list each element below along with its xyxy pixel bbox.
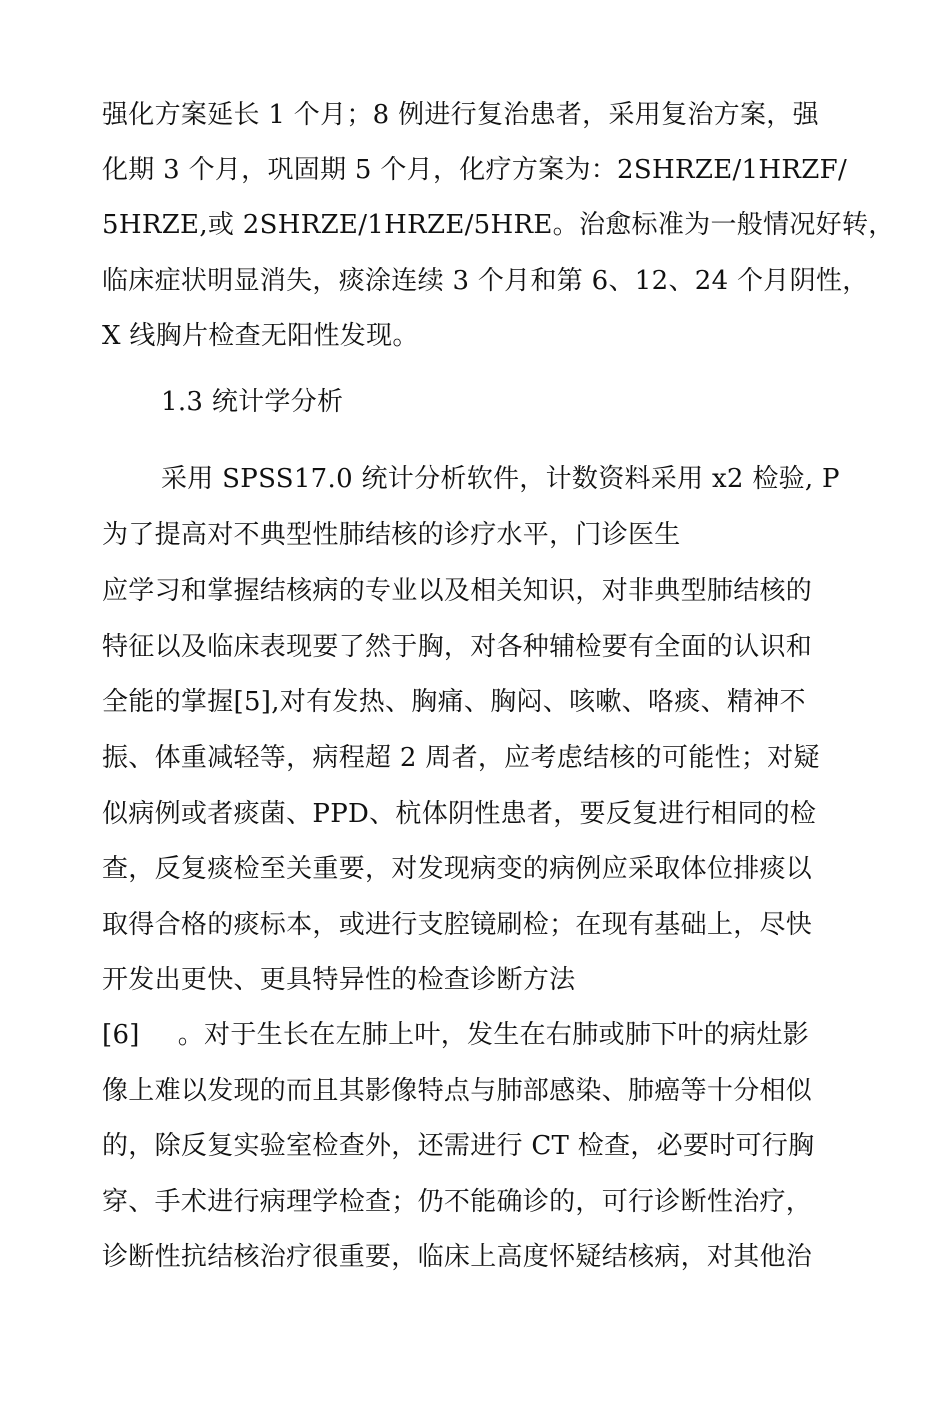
paragraph-line: 5HRZE,或 2SHRZE/1HRZE/5HRE。治愈标准为一般情况好转， [102,210,895,240]
paragraph-line: 振、体重减轻等，病程超 2 周者，应考虑结核的可能性；对疑 [102,743,820,773]
paragraph-line: 查，反复痰检至关重要，对发现病变的病例应采取体位排痰以 [102,854,813,884]
paragraph-line: 似病例或者痰菌、PPD、杭体阴性患者，要反复进行相同的检 [102,799,817,829]
citation-ref: [6] [102,1020,140,1050]
paragraph-line: 应学习和掌握结核病的专业以及相关知识，对非典型肺结核的 [102,576,813,606]
paragraph-line: 特征以及临床表现要了然于胸，对各种辅检要有全面的认识和 [102,632,813,662]
paragraph-line [102,1018,809,1052]
paragraph-line: 全能的掌握[5],对有发热、胸痛、胸闷、咳嗽、咯痰、精神不 [102,687,806,717]
paragraph-line: 穿、手术进行病理学检查；仍不能确诊的，可行诊断性治疗， [102,1187,813,1217]
paragraph-line: 诊断性抗结核治疗很重要，临床上高度怀疑结核病，对其他治 [102,1242,813,1272]
paragraph-line: 化期 3 个月，巩固期 5 个月，化疗方案为：2SHRZE/1HRZF/ [102,155,848,185]
paragraph-line: 采用 SPSS17.0 统计分析软件，计数资料采用 x2 检验, P [161,464,840,494]
paragraph-line: 开发出更快、更具特异性的检查诊断方法 [102,965,576,995]
paragraph-line: X 线胸片检查无阳性发现。 [102,321,419,351]
paragraph-line-text: 。对于生长在左肺上叶，发生在右肺或肺下叶的病灶影 [177,1020,809,1050]
paragraph-line: 强化方案延长 1 个月；8 例进行复治患者，采用复治方案，强 [102,100,819,130]
paragraph-line: 的，除反复实验室检查外，还需进行 CT 检查，必要时可行胸 [102,1131,815,1161]
paragraph-line: 为了提高对不典型性肺结核的诊疗水平，门诊医生 [102,520,681,550]
paragraph-line: 取得合格的痰标本，或进行支腔镜刷检；在现有基础上，尽快 [102,910,813,940]
paragraph-line: 像上难以发现的而且其影像特点与肺部感染、肺癌等十分相似 [102,1076,813,1106]
paragraph-line: 临床症状明显消失，痰涂连续 3 个月和第 6、12、24 个月阴性， [102,266,869,296]
section-heading: 1.3 统计学分析 [161,387,344,417]
